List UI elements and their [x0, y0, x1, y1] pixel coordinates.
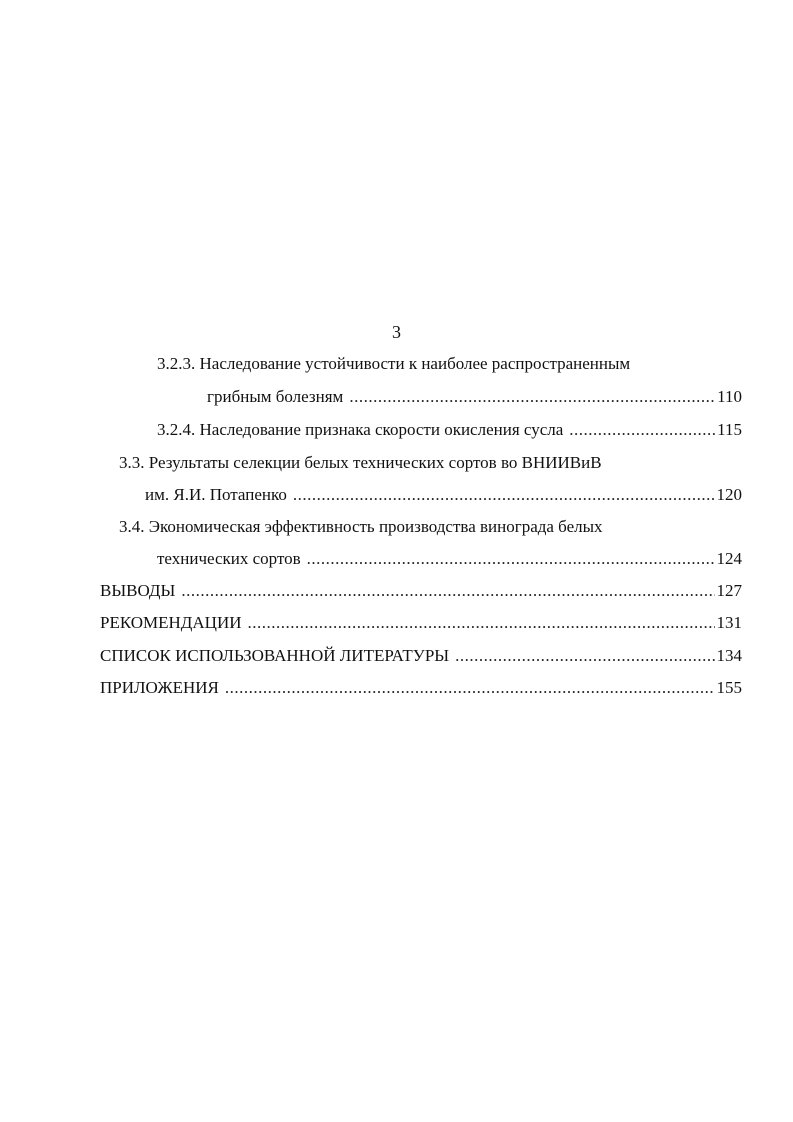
dot-leader [569, 419, 715, 441]
toc-entry-text: РЕКОМЕНДАЦИИ [100, 613, 242, 632]
toc-entry-recommendations [100, 612, 742, 634]
toc-entry-text: ВЫВОДЫ [100, 581, 176, 600]
toc-page-number: 124 [716, 549, 742, 568]
toc-entry-3-4 [157, 548, 742, 570]
toc-entry-appendices [100, 677, 742, 699]
dot-leader [455, 645, 714, 667]
toc-entry-3-3-title [119, 452, 602, 474]
toc-entry-text: СПИСОК ИСПОЛЬЗОВАННОЙ ЛИТЕРАТУРЫ [100, 646, 450, 665]
dot-leader [293, 484, 715, 506]
toc-page-number: 134 [716, 646, 742, 665]
dot-leader [225, 677, 715, 699]
toc-entry-text: грибным болезням [207, 387, 344, 406]
toc-entry-3-3 [145, 484, 742, 506]
toc-entry-conclusions [100, 580, 742, 602]
toc-page-number: 155 [716, 678, 742, 697]
toc-entry-text: 3.3. Результаты селекции белых технических сортов во ВНИИВиВ [119, 453, 602, 472]
dot-leader [307, 548, 715, 570]
toc-entry-text: 3.2.3. Наследование устойчивости к наиболее распространенным [157, 354, 631, 373]
toc-page-number: 131 [716, 613, 742, 632]
toc-entry-references [100, 645, 742, 667]
toc-entry-text: технических сортов [157, 549, 301, 568]
dot-leader [181, 580, 714, 602]
toc-page-number: 120 [716, 485, 742, 504]
toc-entry-text: 3.2.4. Наследование признака скорости окисления сусла [157, 420, 564, 439]
toc-entry-3-2-4 [157, 419, 742, 441]
toc-entry-3-2-3 [207, 386, 742, 408]
toc-entry-text: ПРИЛОЖЕНИЯ [100, 678, 219, 697]
toc-page-number: 115 [717, 420, 742, 439]
toc-entry-text: 3.4. Экономическая эффективность производства винограда белых [119, 517, 603, 536]
toc-entry-3-4-title [119, 516, 603, 538]
toc-entry-3-2-3-title [157, 353, 630, 375]
toc-page-number: 127 [716, 581, 742, 600]
dot-leader [349, 386, 715, 408]
toc-page-number: 110 [717, 387, 742, 406]
page-number: 3 [392, 322, 401, 342]
dot-leader [248, 612, 715, 634]
toc-entry-text: им. Я.И. Потапенко [145, 485, 287, 504]
